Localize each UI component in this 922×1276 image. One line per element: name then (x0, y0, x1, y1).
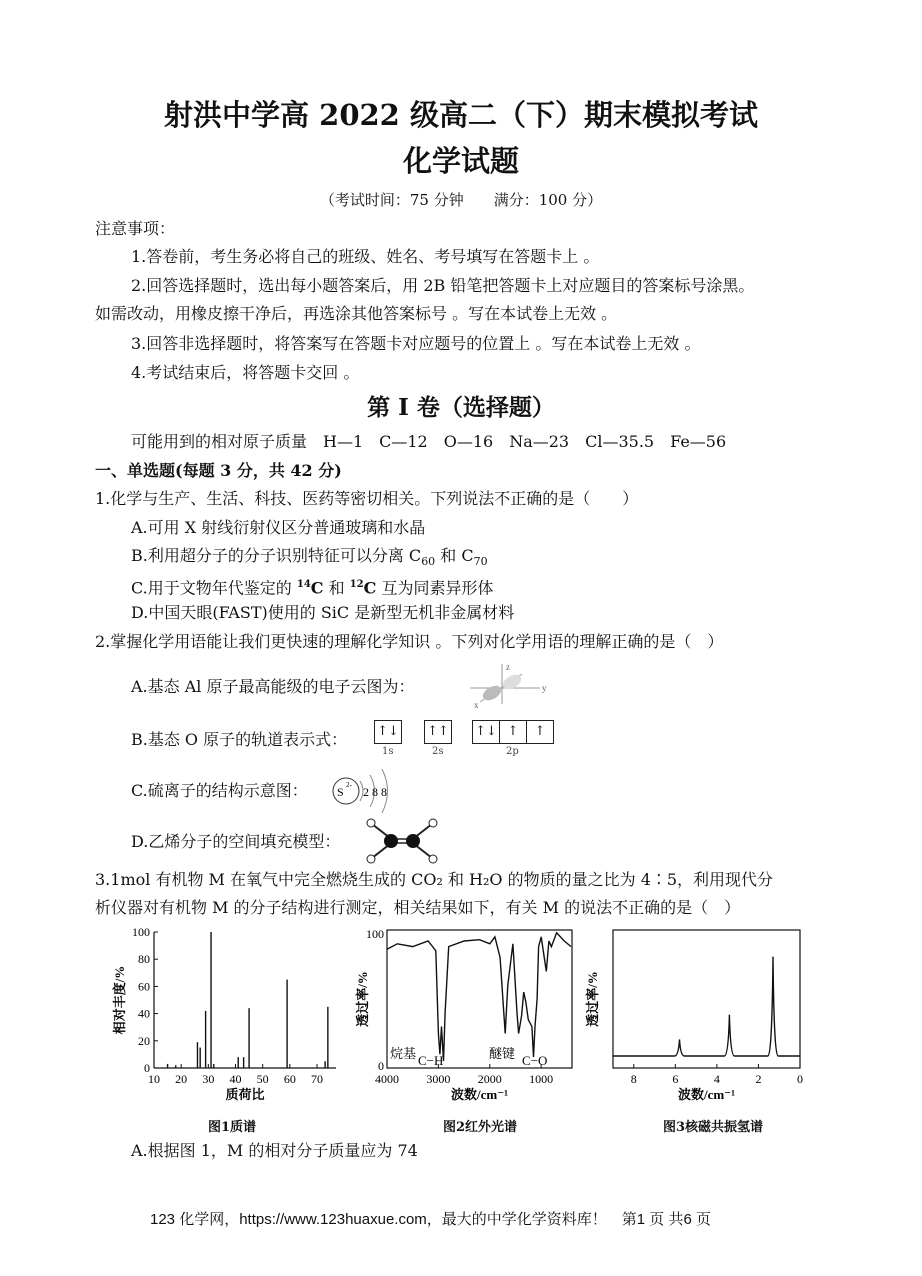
q1-b-text: B.利用超分子的分子识别特征可以分离 C (131, 546, 422, 565)
orbital-2p-2: ↑ (500, 720, 527, 744)
c1-y-tick-label: 100 (132, 925, 150, 939)
q1-c-iso2-mass: 12 (349, 579, 364, 590)
c2-x-tick-label: 2000 (477, 1072, 502, 1086)
chart3-caption: 图3核磁共振氢谱 (662, 1120, 764, 1135)
note-4: 4.考试结束后，将答题卡交回 。 (131, 363, 360, 382)
orbital-2p-3: ↑ (527, 720, 554, 744)
c2-x-tick-label: 1000 (529, 1072, 554, 1086)
axis-z-label: z (506, 662, 510, 672)
atomic-masses: 可能用到的相对原子质量 H—1 C—12 O—16 Na—23 Cl—35.5 Fe—56 (131, 432, 727, 451)
orbital-2p-1: ↑↓ (472, 720, 500, 744)
q1-c-iso2: C (363, 578, 377, 598)
c2-x-tick-label: 4000 (375, 1072, 399, 1086)
label-2p: 2p (506, 746, 519, 757)
chart1-caption: 图1质谱 (207, 1120, 257, 1135)
notes-heading: 注意事项： (95, 219, 176, 238)
c3-x-tick-label: 0 (797, 1072, 803, 1086)
c2-annotation-co: C−O (522, 1053, 548, 1068)
q2-option-c: C.硫离子的结构示意图： (131, 781, 308, 800)
q1-option-c (131, 574, 493, 599)
q1-b-sub1: 60 (421, 555, 436, 569)
q1-option-b (131, 545, 488, 573)
q2-stem: 2.掌握化学用语能让我们更快速的理解化学知识 。下列对化学用语的理解正确的是（ ） (95, 632, 724, 651)
q1-c-and: 和 (323, 578, 350, 598)
c2-annotation-ether: 醚键 (489, 1046, 516, 1061)
c2-annotation-ch: C−H (418, 1053, 444, 1068)
note-2: 2.回答选择题时，选出每小题答案后，用 2B 铅笔把答题卡上对应题目的答案标号涂黑。 (131, 276, 755, 295)
q1-b-sub2: 70 (473, 555, 488, 569)
c2-spectrum-line (387, 933, 571, 1061)
label-1s: 1s (382, 746, 394, 757)
c3-x-label: 波数/cm⁻¹ (678, 1087, 735, 1102)
note-3: 3.回答非选择题时，将答案写在答题卡对应题号的位置上 。写在本试卷上无效 。 (131, 334, 701, 353)
p-orbital-diagram (460, 660, 550, 710)
c1-x-tick-label: 30 (202, 1072, 215, 1086)
ion-charge: 2- (346, 781, 352, 789)
c2-annotation-alkyl: 烷基 (390, 1046, 417, 1061)
q2-option-d: D.乙烯分子的空间填充模型： (131, 832, 341, 851)
sulfide-ion-diagram (330, 765, 410, 817)
c2-x-label: 波数/cm⁻¹ (451, 1087, 508, 1102)
c1-y-tick-label: 0 (144, 1061, 150, 1075)
c3-x-tick-label: 6 (672, 1072, 679, 1086)
q1-c-pre: C.用于文物年代鉴定的 (131, 578, 297, 598)
c3-x-tick-label: 8 (630, 1072, 637, 1086)
c3-spectrum-line (613, 957, 800, 1056)
q2-option-b: B.基态 O 原子的轨道表示式： (131, 730, 348, 749)
q1-b-mid: 和 C (440, 546, 474, 565)
exam-meta: （考试时间：75 分钟 满分：100 分） (319, 191, 603, 209)
q1-option-a: A.可用 X 射线衍射仪区分普通玻璃和水晶 (131, 518, 426, 537)
c1-y-tick-label: 40 (138, 1006, 150, 1021)
q1-stem: 1.化学与生产、生活、科技、医药等密切相关。下列说法不正确的是（ ） (95, 489, 639, 508)
c1-x-tick-label: 20 (175, 1072, 188, 1086)
label-2s: 2s (432, 746, 444, 757)
c1-y-tick-label: 80 (138, 952, 150, 967)
c2-x-tick-label: 3000 (426, 1072, 451, 1086)
note-1: 1.答卷前，考生务必将自己的班级、姓名、考号填写在答题卡上 。 (131, 247, 600, 266)
ion-symbol: S (337, 785, 344, 799)
c1-x-tick-label: 10 (148, 1072, 160, 1086)
axis-y-label: y (542, 683, 547, 693)
c1-x-label: 质荷比 (225, 1087, 265, 1102)
subject-title: 化学试题 (402, 144, 519, 178)
c3-y-label: 透过率/% (585, 971, 600, 1027)
ion-shells: 2 8 8 (363, 785, 387, 799)
c1-x-tick-label: 60 (283, 1072, 296, 1086)
c1-y-label: 相对丰度/% (112, 965, 127, 1035)
q2-option-a: A.基态 Al 原子最高能级的电子云图为： (131, 677, 415, 696)
chart2-caption: 图2红外光谱 (442, 1120, 518, 1135)
orbital-1s: ↑↓ (374, 720, 402, 744)
chart-mass-spectrum (110, 922, 350, 1112)
c1-x-tick-label: 40 (229, 1072, 242, 1086)
orbital-2s: ↑↑ (424, 720, 452, 744)
q1-c-iso1-mass: 14 (296, 579, 311, 590)
page-footer: 123 化学网，https://www.123huaxue.com，最大的中学化学资料库！ 第1 页 共6 页 (150, 1211, 711, 1228)
c2-y-tick-label: 0 (378, 1059, 384, 1073)
chart-ir-spectrum (355, 922, 585, 1112)
section-heading: 一、单选题(每题 3 分，共 42 分) (95, 461, 342, 480)
q3-stem-1: 3.1mol 有机物 M 在氧气中完全燃烧生成的 CO₂ 和 H₂O 的物质的量之比为 4∶5，利用现代分 (95, 870, 774, 889)
exam-title: 射洪中学高 2022 级高二（下）期末模拟考试 (164, 98, 758, 132)
chart-nmr-spectrum (585, 922, 815, 1112)
c2-y-tick-label: 100 (366, 927, 384, 941)
q3-option-a: A.根据图 1，M 的相对分子质量应为 74 (131, 1141, 418, 1160)
part1-title: 第 I 卷（选择题） (367, 394, 555, 421)
c3-x-tick-label: 4 (713, 1072, 720, 1086)
q3-stem-2: 析仪器对有机物 M 的分子结构进行测定，相关结果如下，有关 M 的说法不正确的是（ ） (95, 898, 741, 917)
c1-y-tick-label: 20 (138, 1033, 150, 1048)
axis-x-label: x (474, 700, 479, 710)
c3-x-tick-label: 2 (755, 1072, 762, 1086)
note-2-cont: 如需改动，用橡皮擦干净后，再选涂其他答案标号 。写在本试卷上无效 。 (95, 304, 618, 323)
ethylene-model (366, 818, 438, 864)
q1-option-d: D.中国天眼(FAST)使用的 SiC 是新型无机非金属材料 (131, 603, 515, 622)
c1-y-tick-label: 60 (138, 979, 150, 994)
c1-x-tick-label: 70 (310, 1072, 323, 1086)
q1-c-post: 互为同素异形体 (376, 578, 494, 598)
c2-y-label: 透过率/% (355, 971, 370, 1027)
q1-c-iso1: C (310, 578, 324, 598)
c1-x-tick-label: 50 (256, 1072, 269, 1086)
